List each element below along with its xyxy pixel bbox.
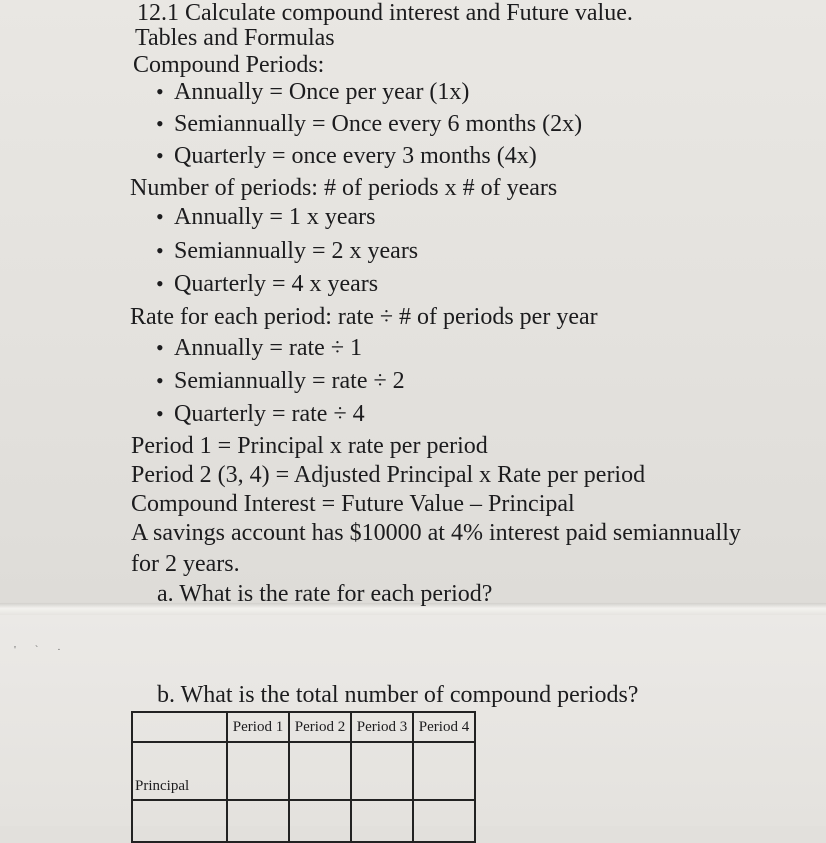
list-item: • Semiannually = Once every 6 months (2x) (174, 110, 582, 138)
table-cell[interactable] (227, 800, 289, 842)
table-cell[interactable] (351, 800, 413, 842)
table-cell[interactable] (227, 742, 289, 800)
list-item: • Semiannually = rate ÷ 2 (174, 367, 405, 395)
list-item: • Semiannually = 2 x years (174, 237, 418, 265)
question-a: a. What is the rate for each period? (157, 581, 493, 607)
problem-statement-line: A savings account has $10000 at 4% interest paid semiannually (131, 520, 741, 546)
list-item: • Quarterly = rate ÷ 4 (174, 400, 365, 428)
problem-statement-line: for 2 years. (131, 551, 240, 577)
compound-periods-heading: Compound Periods: (133, 52, 325, 78)
row-label-principal: Principal (132, 742, 227, 800)
number-of-periods-heading: Number of periods: # of periods x # of years (130, 175, 558, 201)
table-cell[interactable] (289, 800, 351, 842)
rate-per-period-heading: Rate for each period: rate ÷ # of periods per year (130, 304, 598, 330)
list-item: • Quarterly = once every 3 months (4x) (174, 142, 537, 170)
table-row (132, 742, 475, 800)
table-cell[interactable] (413, 742, 475, 800)
table-cell (132, 800, 227, 842)
list-item: • Annually = 1 x years (174, 203, 376, 231)
question-b: b. What is the total number of compound periods? (157, 682, 639, 708)
list-item: • Quarterly = 4 x years (174, 270, 378, 298)
table-cell[interactable] (351, 742, 413, 800)
table-header-cell: Period 1 (227, 712, 289, 742)
formula-line: Compound Interest = Future Value – Principal (131, 491, 575, 517)
formula-line: Period 1 = Principal x rate per period (131, 433, 488, 459)
stray-pencil-marks: ' ` · (14, 644, 69, 656)
table-header-cell: Period 3 (351, 712, 413, 742)
list-item: • Annually = rate ÷ 1 (174, 334, 362, 362)
table-cell[interactable] (289, 742, 351, 800)
table-row (132, 800, 475, 842)
table-header-cell: Period 2 (289, 712, 351, 742)
table-header-cell (132, 712, 227, 742)
table-header-row (132, 712, 475, 742)
page-title: 12.1 Calculate compound interest and Future value. (137, 0, 633, 26)
table-cell[interactable] (413, 800, 475, 842)
list-item: • Annually = Once per year (1x) (174, 78, 469, 106)
table-header-cell: Period 4 (413, 712, 475, 742)
section-subtitle: Tables and Formulas (135, 25, 335, 51)
compound-interest-table (131, 711, 476, 843)
formula-line: Period 2 (3, 4) = Adjusted Principal x Rate per period (131, 462, 646, 488)
